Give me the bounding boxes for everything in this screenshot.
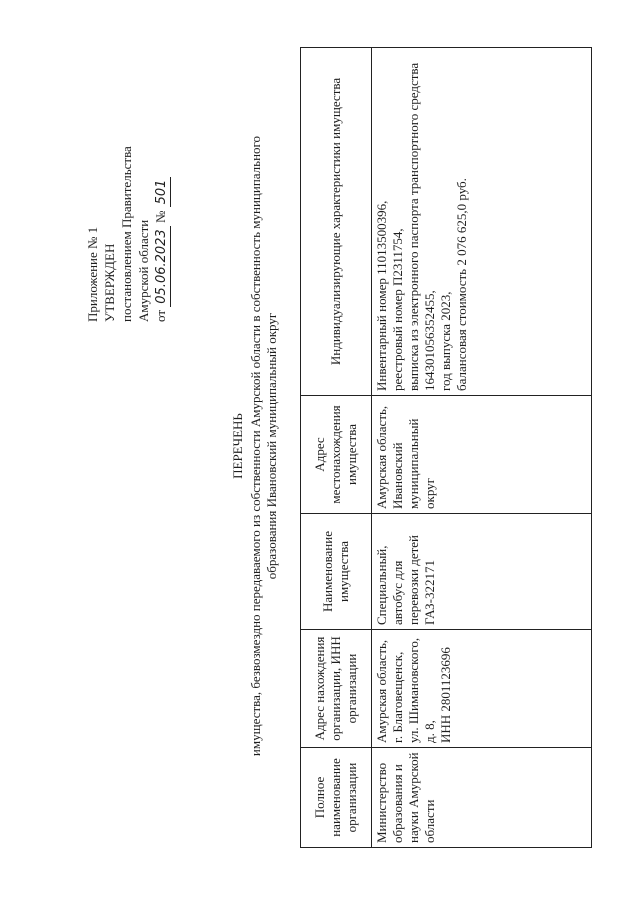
number-label: № [153, 210, 168, 224]
org-address-line: Амурская область, [374, 639, 389, 743]
production-year: год выпуска 2023, [438, 291, 453, 391]
approval-block [84, 22, 171, 322]
header-property-address: Адрес местонахождения имущества [301, 396, 372, 514]
org-inn: ИНН 2801123696 [438, 647, 453, 743]
inventory-number: Инвентарный номер 11013500396, [374, 200, 389, 391]
handwritten-number: 501 [153, 177, 171, 208]
document-subtitle-2: образования Ивановский муниципальный округ [264, 312, 279, 580]
cell-characteristics [372, 48, 592, 396]
cell-property-address: Амурская область, Ивановский муниципальный округ [372, 396, 592, 514]
table-row [372, 48, 592, 848]
table-header-row [301, 48, 372, 848]
passport-extract: выписка из электронного паспорта транспортного средства [406, 62, 421, 391]
approved-label: УТВЕРЖДЕН [102, 243, 117, 322]
header-org-address: Адрес нахождения организации, ИНН организации [301, 630, 372, 748]
property-table [300, 47, 592, 848]
handwritten-date: 05.06.2023 [153, 226, 171, 306]
book-value: балансовая стоимость 2 076 625,0 руб. [454, 178, 469, 391]
header-characteristics: Индивидуализирующие характеристики имущества [301, 48, 372, 396]
from-label: от [153, 309, 168, 322]
date-number-line [152, 22, 171, 322]
org-address-line: ул. Шимановского, [406, 637, 421, 743]
document-title: ПЕРЕЧЕНЬ [230, 413, 245, 479]
passport-number: 164301056352455, [422, 290, 437, 391]
resolution-label: постановлением Правительства [119, 146, 134, 322]
org-address-line: д. 8, [422, 720, 437, 743]
title-block [230, 46, 280, 846]
registry-number: реестровый номер П2311754, [390, 228, 405, 391]
cell-org-name: Министерство образования и науки Амурской области [372, 748, 592, 848]
org-address-line: г. Благовещенск, [390, 651, 405, 743]
cell-property-name: Специальный, автобус для перевозки детей ГАЗ-322171 [372, 514, 592, 630]
cell-org-address [372, 630, 592, 748]
region-label: Амурской области [136, 219, 151, 322]
appendix-label: Приложение № 1 [85, 226, 100, 322]
rotated-content [20, 16, 620, 886]
document-subtitle-1: имущества, безвозмездно передаваемого из собственности Амурской области в собственность муниципального [248, 135, 263, 757]
header-property-name: Наименование имущества [301, 514, 372, 630]
header-org-name: Полное наименование организации [301, 748, 372, 848]
